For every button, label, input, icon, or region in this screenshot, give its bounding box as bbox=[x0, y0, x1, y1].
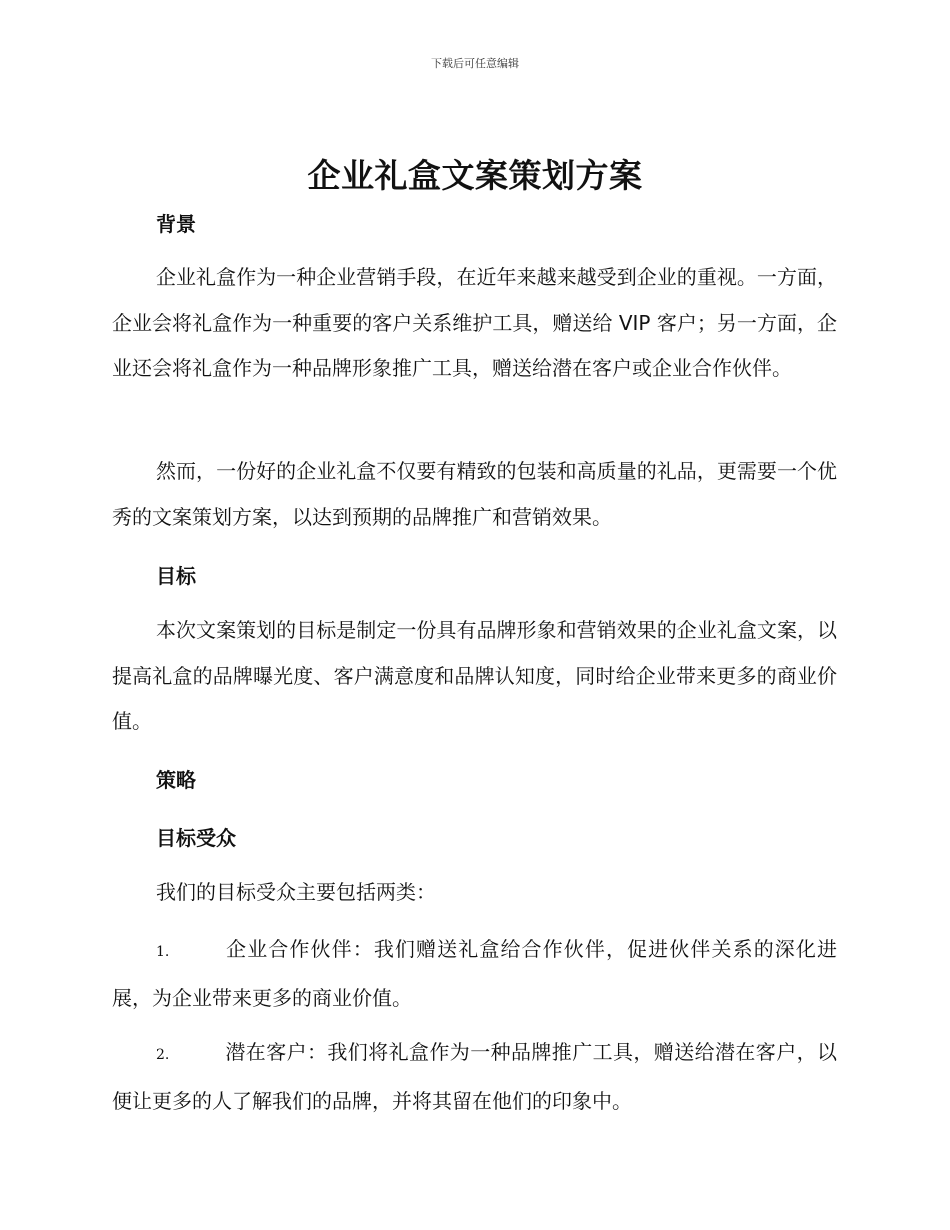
section-heading-strategy: 策略 bbox=[156, 768, 196, 792]
list-item-text: 企业合作伙伴：我们赠送礼盒给合作伙伴，促进伙伴关系的深化进展，为企业带来更多的商业价值。 bbox=[112, 937, 837, 1010]
background-paragraph-2: 然而，一份好的企业礼盒不仅要有精致的包装和高质量的礼品，更需要一个优秀的文案策划方案，以达到预期的品牌推广和营销效果。 bbox=[112, 459, 837, 529]
list-item-text: 潜在客户：我们将礼盒作为一种品牌推广工具，赠送给潜在客户，以便让更多的人了解我们的品牌，并将其留在他们的印象中。 bbox=[112, 1040, 837, 1113]
list-item bbox=[112, 1030, 837, 1124]
document-title: 企业礼盒文案策划方案 bbox=[307, 156, 643, 195]
section-heading-background: 背景 bbox=[156, 212, 196, 236]
list-item-number: 2. bbox=[156, 1047, 170, 1063]
list-item bbox=[112, 927, 837, 1021]
background-paragraph-1: 企业礼盒作为一种企业营销手段，在近年来越来越受到企业的重视。一方面，企业会将礼盒作为一种重要的客户关系维护工具，赠送给 VIP 客户；另一方面，企业还会将礼盒作为一种品牌形象推广工具，赠送给潜在客户或企业合作伙伴。 bbox=[112, 265, 837, 380]
section-heading-goal: 目标 bbox=[156, 564, 196, 588]
goal-paragraph: 本次文案策划的目标是制定一份具有品牌形象和营销效果的企业礼盒文案，以提高礼盒的品牌曝光度、客户满意度和品牌认知度，同时给企业带来更多的商业价值。 bbox=[112, 618, 837, 733]
section-heading-audience: 目标受众 bbox=[156, 826, 236, 850]
list-item-number: 1. bbox=[156, 944, 170, 960]
header-note: 下载后可任意编辑 bbox=[431, 57, 519, 70]
audience-intro: 我们的目标受众主要包括两类： bbox=[156, 880, 436, 904]
